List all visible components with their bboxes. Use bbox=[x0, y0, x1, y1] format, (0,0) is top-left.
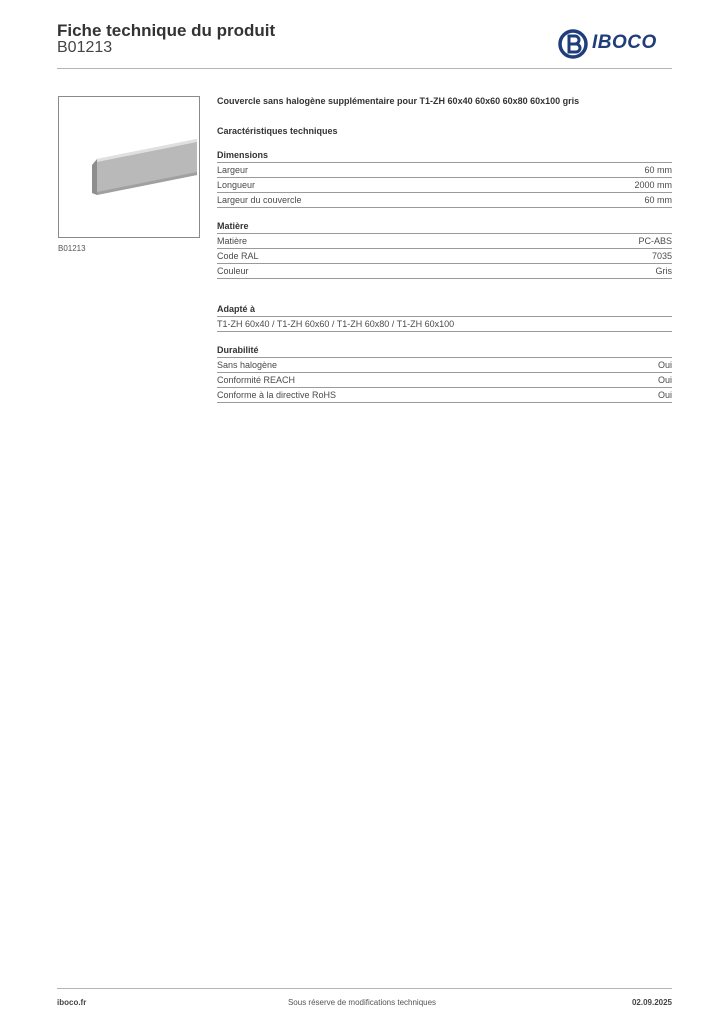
spec-row bbox=[217, 317, 672, 332]
spec-row bbox=[217, 358, 672, 373]
page-title: Fiche technique du produit bbox=[57, 21, 276, 40]
spec-label: Code RAL bbox=[217, 251, 259, 261]
spec-value: 60 mm bbox=[644, 195, 672, 205]
footer-website-link[interactable]: iboco.fr bbox=[57, 998, 87, 1007]
spec-label: Largeur bbox=[217, 165, 249, 175]
spec-value: 2000 mm bbox=[634, 180, 672, 190]
spec-label: Conforme à la directive RoHS bbox=[217, 390, 337, 400]
spec-row bbox=[217, 234, 672, 249]
spec-label: T1-ZH 60x40 / T1-ZH 60x60 / T1-ZH 60x80 / T1-ZH 60x100 bbox=[217, 319, 455, 329]
spec-value: 60 mm bbox=[644, 165, 672, 175]
iboco-logo-icon bbox=[558, 28, 588, 60]
brand-logo-text: IBOCO bbox=[592, 32, 657, 53]
footer-date: 02.09.2025 bbox=[631, 998, 672, 1007]
spec-label: Conformité REACH bbox=[217, 375, 296, 385]
spec-value: PC-ABS bbox=[638, 236, 672, 246]
section-title: Dimensions bbox=[217, 149, 672, 163]
section-durabilite bbox=[217, 344, 672, 403]
header-divider bbox=[57, 68, 672, 69]
brand-logo bbox=[558, 28, 674, 60]
section-adapte bbox=[217, 303, 672, 332]
spec-label: Largeur du couvercle bbox=[217, 195, 302, 205]
spec-row bbox=[217, 388, 672, 403]
spec-label: Matière bbox=[217, 236, 248, 246]
spec-row bbox=[217, 178, 672, 193]
spec-value: Gris bbox=[655, 266, 672, 276]
product-image bbox=[58, 96, 200, 238]
spec-row bbox=[217, 264, 672, 279]
spec-content bbox=[217, 94, 672, 403]
section-title: Adapté à bbox=[217, 303, 672, 317]
product-name: Couvercle sans halogène supplémentaire pour T1-ZH 60x40 60x60 60x80 60x100 gris bbox=[217, 96, 580, 106]
characteristics-heading: Caractéristiques techniques bbox=[217, 126, 338, 136]
spec-row bbox=[217, 193, 672, 208]
spec-value: Oui bbox=[657, 390, 672, 400]
spec-label: Longueur bbox=[217, 180, 256, 190]
image-caption: B01213 bbox=[58, 244, 86, 253]
footer-divider bbox=[57, 988, 672, 989]
spec-label: Couleur bbox=[217, 266, 249, 276]
spec-row bbox=[217, 249, 672, 264]
spec-row bbox=[217, 373, 672, 388]
footer-disclaimer: Sous réserve de modifications techniques bbox=[287, 998, 437, 1007]
section-title: Matière bbox=[217, 220, 672, 234]
product-code: B01213 bbox=[57, 39, 113, 56]
section-title: Durabilité bbox=[217, 344, 672, 358]
spec-value: 7035 bbox=[651, 251, 672, 261]
section-matiere bbox=[217, 220, 672, 279]
spec-label: Sans halogène bbox=[217, 360, 278, 370]
spec-value: Oui bbox=[657, 375, 672, 385]
spec-value: Oui bbox=[657, 360, 672, 370]
section-dimensions bbox=[217, 149, 672, 208]
spec-row bbox=[217, 163, 672, 178]
cover-profile-illustration bbox=[59, 97, 199, 237]
